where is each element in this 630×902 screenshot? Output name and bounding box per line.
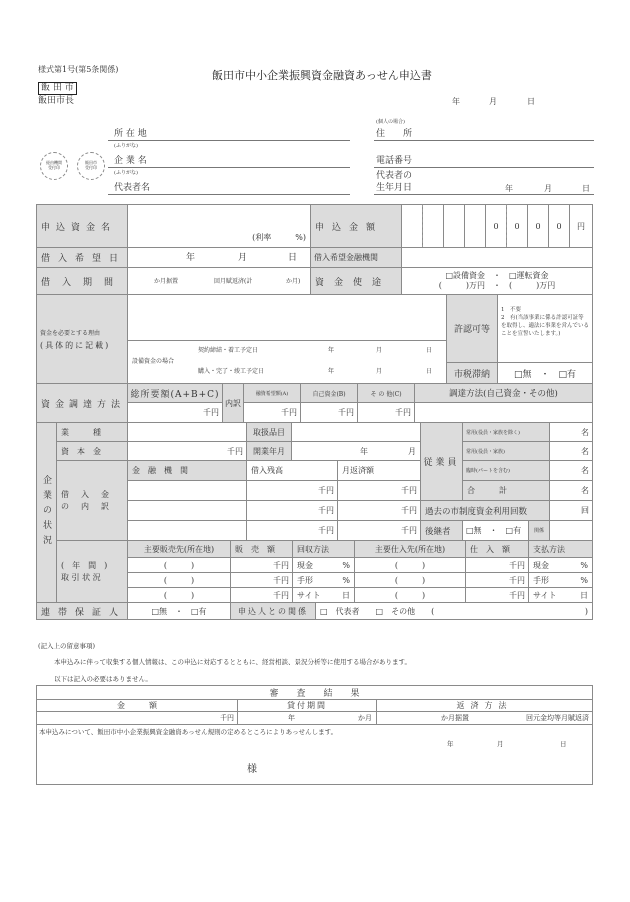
emp-temp-label: 臨時(パートを含む) bbox=[462, 460, 550, 481]
relation-applicant-label: 申込人との関係 bbox=[230, 602, 316, 620]
review-date-month: 月 bbox=[497, 740, 504, 748]
loan-a-label: 融資希望額(A) bbox=[243, 383, 301, 403]
debt-monthly-2[interactable]: 千円 bbox=[337, 500, 421, 521]
review-repayment-label: 返済方法 bbox=[376, 699, 593, 712]
emp-regular-field[interactable]: 名 bbox=[549, 422, 593, 442]
individual-note: (個人の場合) bbox=[376, 119, 405, 125]
monthly-label: 月返済額 bbox=[337, 460, 421, 481]
amount-digit-3[interactable] bbox=[443, 204, 465, 248]
amount-digit-1[interactable] bbox=[401, 204, 423, 248]
loan-a-field[interactable]: 千円 bbox=[243, 402, 301, 423]
customer-3[interactable]: ( ) bbox=[127, 587, 231, 603]
products-field[interactable] bbox=[291, 422, 421, 442]
founded-label: 開業年月 bbox=[246, 441, 292, 461]
date-day: 日 bbox=[527, 97, 535, 106]
reason-label: 資金を必要とする理由 (具体的に記載) bbox=[36, 294, 128, 384]
supplier-1[interactable]: ( ) bbox=[354, 557, 466, 573]
past-use-field[interactable]: 回 bbox=[549, 500, 593, 521]
review-title: 審 査 結 果 bbox=[36, 685, 593, 700]
furigana-1: (ふりがな) bbox=[114, 143, 138, 149]
other-c-label: そ の 他(C) bbox=[357, 383, 415, 403]
amount-digit-6[interactable]: 0 bbox=[506, 204, 528, 248]
birth-day: 日 bbox=[582, 184, 590, 193]
sales-3[interactable]: 千円 bbox=[230, 587, 293, 603]
collection-1[interactable]: 現金 % bbox=[292, 557, 355, 573]
guarantor-label: 連帯保証人 bbox=[36, 602, 128, 620]
total-field[interactable]: 千円 bbox=[127, 402, 223, 423]
debt-balance-1[interactable]: 千円 bbox=[246, 480, 338, 501]
sales-1[interactable]: 千円 bbox=[230, 557, 293, 573]
other-c-field[interactable]: 千円 bbox=[357, 402, 415, 423]
notes-heading: (記入上の留意事項) bbox=[38, 642, 96, 650]
desired-date-field[interactable]: 年 月 日 bbox=[127, 247, 311, 268]
debt-monthly-3[interactable]: 千円 bbox=[337, 520, 421, 541]
period-field[interactable]: か月据置 回月賦返済(計 か月) bbox=[127, 267, 311, 295]
past-use-label: 過去の市制度資金利用回数 bbox=[420, 500, 550, 521]
review-statement: 本申込みについて、飯田市中小企業振興資金融資あっせん規則の定めるところによりあっせんします。 bbox=[39, 728, 338, 736]
trade-label: ( 年 間 ) 取 引 状 況 bbox=[56, 540, 128, 603]
financial-inst-label: 金 融 機 関 bbox=[127, 460, 247, 481]
method-field[interactable] bbox=[414, 402, 593, 423]
guarantor-checkboxes[interactable]: □無 ・ □有 bbox=[127, 602, 231, 620]
capital-field[interactable]: 千円 bbox=[127, 441, 247, 461]
permit-label: 許認可等 bbox=[446, 294, 498, 363]
sales-label: 販 売 額 bbox=[230, 540, 293, 558]
emp-regular-label: 常用(役員・家族を除く) bbox=[462, 422, 550, 442]
company-status-label: 企業の状況 bbox=[36, 422, 57, 603]
capital-label: 資 本 金 bbox=[56, 441, 128, 461]
birth-label-1: 代表者の bbox=[376, 171, 413, 181]
desired-bank-label: 借入希望金融機関 bbox=[310, 247, 402, 268]
collection-label: 回収方法 bbox=[292, 540, 355, 558]
debt-bank-1[interactable] bbox=[127, 480, 247, 501]
funding-label: 資金調達方法 bbox=[36, 383, 128, 423]
fund-name-field[interactable]: (利率 %) bbox=[127, 204, 311, 248]
successor-label: 後継者 bbox=[420, 520, 463, 541]
review-period-label: 貸付期間 bbox=[237, 699, 377, 712]
debt-balance-2[interactable]: 千円 bbox=[246, 500, 338, 521]
fund-name-label: 申込資金名 bbox=[36, 204, 128, 248]
purchase-3[interactable]: 千円 bbox=[465, 587, 529, 603]
own-b-field[interactable]: 千円 bbox=[300, 402, 358, 423]
city-box: 飯 田 市 bbox=[38, 82, 77, 95]
payment-2[interactable]: 手形 % bbox=[528, 572, 593, 588]
amount-digit-7[interactable]: 0 bbox=[527, 204, 549, 248]
tax-checkboxes[interactable]: □無 ・ □有 bbox=[497, 362, 593, 384]
representative-label: 代表者名 bbox=[114, 183, 151, 193]
yen-unit: 円 bbox=[569, 204, 593, 248]
relation-label: 関係 bbox=[528, 520, 550, 541]
suppliers-label: 主要仕入先(所在地) bbox=[354, 540, 466, 558]
relation-field[interactable] bbox=[549, 520, 593, 541]
form-number: 様式第1号(第5条関係) bbox=[38, 65, 119, 74]
debt-bank-3[interactable] bbox=[127, 520, 247, 541]
payment-1[interactable]: 現金 % bbox=[528, 557, 593, 573]
review-sama: 様 bbox=[247, 764, 257, 775]
emp-total-field[interactable]: 名 bbox=[549, 480, 593, 501]
location-label: 所 在 地 bbox=[114, 129, 147, 139]
debt-monthly-1[interactable]: 千円 bbox=[337, 480, 421, 501]
customer-1[interactable]: ( ) bbox=[127, 557, 231, 573]
representative-field[interactable] bbox=[108, 194, 350, 195]
review-amount-field[interactable]: 千円 bbox=[36, 711, 238, 725]
amount-digit-4[interactable] bbox=[464, 204, 486, 248]
tax-label: 市税滞納 bbox=[446, 362, 498, 384]
birth-year: 年 bbox=[505, 184, 513, 193]
purchases-label: 仕 入 額 bbox=[465, 540, 529, 558]
birth-field[interactable] bbox=[374, 194, 594, 195]
emp-total-label: 合 計 bbox=[462, 480, 550, 501]
reason-field[interactable] bbox=[127, 294, 447, 341]
payment-label: 支払方法 bbox=[528, 540, 593, 558]
address-field[interactable] bbox=[374, 140, 594, 141]
own-b-label: 自己資金(B) bbox=[300, 383, 358, 403]
furigana-2: (ふりがな) bbox=[114, 170, 138, 176]
bank-receipt-stamp: 経由機関 受付印 bbox=[40, 152, 68, 180]
total-label: 総所要額(A+B+C) bbox=[127, 383, 223, 403]
period-label: 借入期間 bbox=[36, 267, 128, 295]
company-label: 企 業 名 bbox=[114, 156, 147, 166]
page-title: 飯田市中小企業振興資金融資あっせん申込書 bbox=[212, 69, 432, 82]
review-amount-label: 金 額 bbox=[36, 699, 238, 712]
company-field[interactable] bbox=[108, 167, 350, 168]
usage-field[interactable]: □設備資金 ・ □運転資金 ( )万円 ・ ( )万円 bbox=[401, 267, 593, 295]
privacy-note: 本申込みに伴って収集する個人情報は、この申込に対応するとともに、経営相談、景況分析等に使用する場合があります。 bbox=[54, 658, 411, 666]
review-date-day: 日 bbox=[560, 740, 567, 748]
supplier-3[interactable]: ( ) bbox=[354, 587, 466, 603]
successor-checkboxes[interactable]: □無 ・ □有 bbox=[462, 520, 529, 541]
purchase-2[interactable]: 千円 bbox=[465, 572, 529, 588]
relation-applicant-options[interactable]: □ 代表者 □ その他 ( ) bbox=[315, 602, 593, 620]
usage-label: 資金使途 bbox=[310, 267, 402, 295]
review-statement-box bbox=[36, 724, 593, 785]
payment-3[interactable]: サイト 日 bbox=[528, 587, 593, 603]
desired-bank-field[interactable] bbox=[401, 247, 593, 268]
equipment-dates[interactable]: 設備資金の場合 契約締結・着工予定日 年 月 日 購入・完了・竣工予定日 年 月 日 bbox=[127, 340, 447, 384]
review-date-year: 年 bbox=[447, 740, 454, 748]
debt-label: 借 入 金 の 内 訳 bbox=[56, 460, 128, 541]
usage-checkboxes[interactable]: □設備資金 ・ □運転資金 bbox=[445, 271, 549, 280]
customers-label: 主要販売先(所在地) bbox=[127, 540, 231, 558]
purchase-1[interactable]: 千円 bbox=[465, 557, 529, 573]
review-period-field[interactable]: 年 か月 bbox=[237, 711, 377, 725]
review-repayment-field[interactable]: か月据置 回元金均等月賦返済 bbox=[376, 711, 593, 725]
emp-officers-field[interactable]: 名 bbox=[549, 441, 593, 461]
balance-label: 借入残高 bbox=[246, 460, 338, 481]
sales-2[interactable]: 千円 bbox=[230, 572, 293, 588]
debt-balance-3[interactable]: 千円 bbox=[246, 520, 338, 541]
birth-label-2: 生年月日 bbox=[376, 183, 413, 193]
emp-officers-label: 常用(役員・家族) bbox=[462, 441, 550, 461]
amount-digit-8[interactable]: 0 bbox=[548, 204, 570, 248]
industry-field[interactable] bbox=[127, 422, 247, 442]
desired-date-label: 借入希望日 bbox=[36, 247, 128, 268]
breakdown-label: 内訳 bbox=[222, 383, 244, 423]
debt-bank-2[interactable] bbox=[127, 500, 247, 521]
date-month: 月 bbox=[489, 97, 497, 106]
addressee: 飯田市長 bbox=[38, 96, 75, 106]
amount-digit-2[interactable] bbox=[422, 204, 444, 248]
phone-field[interactable] bbox=[374, 167, 594, 168]
amount-label: 申込金額 bbox=[310, 204, 402, 248]
city-receipt-stamp: 飯田市 受付印 bbox=[77, 152, 105, 180]
date-year: 年 bbox=[452, 97, 460, 106]
products-label: 取扱品目 bbox=[246, 422, 292, 442]
amount-digit-5[interactable]: 0 bbox=[485, 204, 507, 248]
method-label: 調達方法(自己資金・その他) bbox=[414, 383, 593, 403]
industry-label: 業 種 bbox=[56, 422, 128, 442]
below-note: 以下は記入の必要はありません。 bbox=[54, 675, 152, 683]
collection-3[interactable]: サイト 日 bbox=[292, 587, 355, 603]
supplier-2[interactable]: ( ) bbox=[354, 572, 466, 588]
customer-2[interactable]: ( ) bbox=[127, 572, 231, 588]
phone-label: 電話番号 bbox=[376, 156, 413, 166]
address-label: 住 所 bbox=[376, 129, 413, 139]
location-field[interactable] bbox=[108, 140, 350, 141]
birth-month: 月 bbox=[544, 184, 552, 193]
emp-temp-field[interactable]: 名 bbox=[549, 460, 593, 481]
collection-2[interactable]: 手形 % bbox=[292, 572, 355, 588]
permit-options[interactable]: 1 不要 2 有(当該事業に係る許認可証等を取得し、適法に事業を営んでいることを宣誓いたします。) bbox=[497, 294, 593, 363]
founded-field[interactable]: 年 月 bbox=[291, 441, 421, 461]
employees-label: 従業員 bbox=[420, 422, 463, 501]
